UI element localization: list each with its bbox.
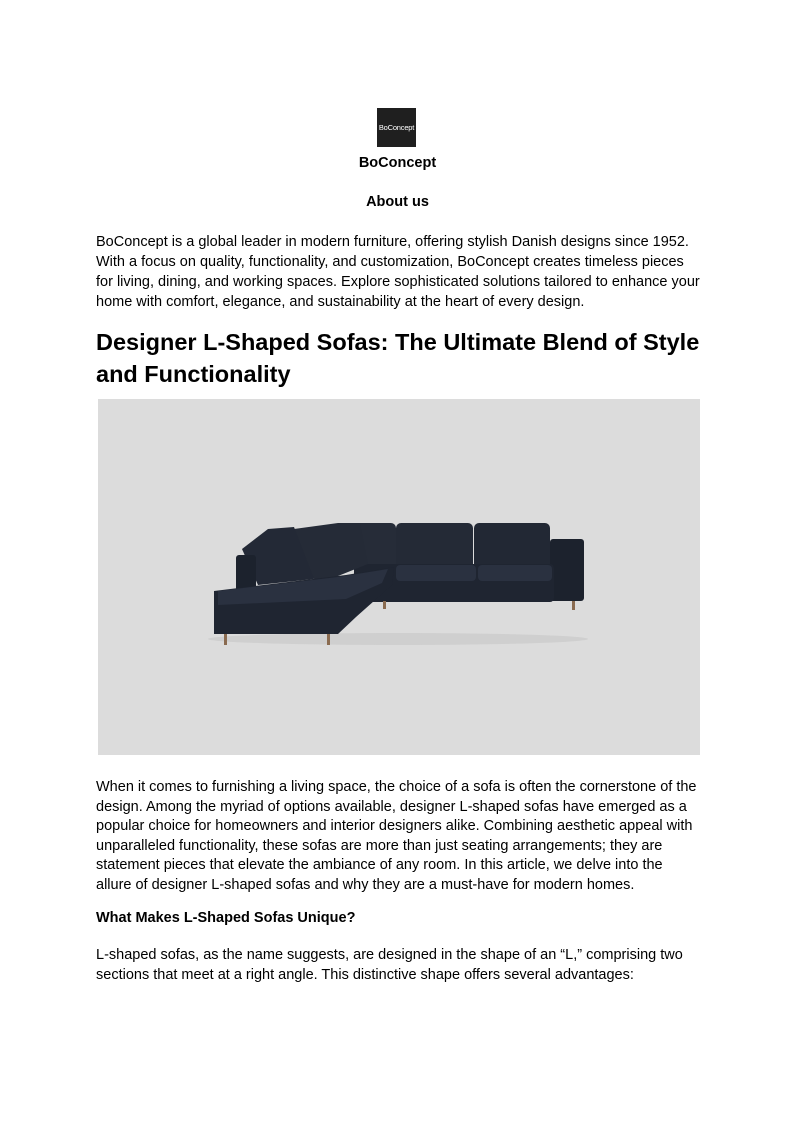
brand-logo bbox=[377, 108, 416, 147]
article-intro-paragraph: When it comes to furnishing a living space, the choice of a sofa is often the cornerstone of the design. Among the myriad of options available, designer L-shaped sofas have emerged as a popular choice for homeowners and interior designers alike. Combining aesthetic appeal with unparalleled functionality, these sofas are more than just seating arrangements; they are statement pieces that elevate the ambiance of any room. In this article, we delve into the allure of designer L-shaped sofas and why they are a must-have for modern homes. bbox=[96, 779, 697, 893]
section-paragraph: L-shaped sofas, as the name suggests, are designed in the shape of an “L,” comprising two sections that meet at a right angle. This distinctive shape offers several advantages: bbox=[96, 947, 683, 983]
article-title: Designer L-Shaped Sofas: The Ultimate Blend of Style and Functionality bbox=[96, 329, 700, 387]
section-heading: What Makes L-Shaped Sofas Unique? bbox=[96, 910, 356, 926]
brand-name: BoConcept bbox=[358, 155, 437, 171]
sofa-image bbox=[98, 399, 700, 755]
about-paragraph: BoConcept is a global leader in modern furniture, offering stylish Danish designs since 1952. With a focus on quality, functionality, and customization, BoConcept creates timeless pieces for living, dining, and working spaces. Explore sophisticated solutions tailored to enhance your home with comfort, elegance, and sustainability at the heart of every design. bbox=[96, 234, 700, 310]
brand-logo-text: BoConcept bbox=[378, 123, 415, 132]
sofa-illustration bbox=[98, 399, 700, 755]
about-heading: About us bbox=[366, 194, 429, 210]
